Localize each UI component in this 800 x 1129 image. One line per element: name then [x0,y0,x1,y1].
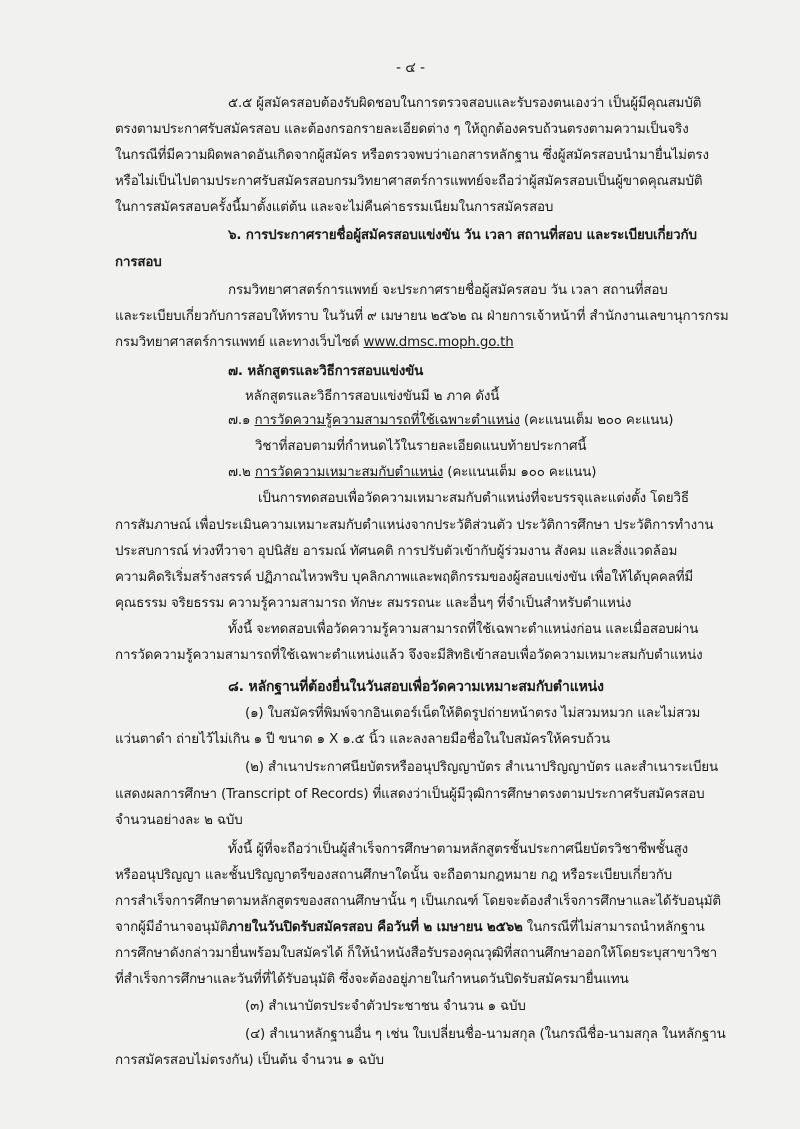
item-7-2-score: (คะแนนเต็ม ๑๐๐ คะแนน) [447,465,597,480]
item-8-2-line-3: จำนวนอย่างละ ๒ ฉบับ [115,813,243,828]
section-8-remark-line-2: หรืออนุปริญญา และชั้นปริญญาตรีของสถานศึกษาใดนั้น จะถือตามกฎหมาย กฎ หรือระเบียบเกี่ยวกับ [115,868,673,883]
item-7-2-detail-line-1: เป็นการทดสอบเพื่อวัดความเหมาะสมกับตำแหน่งที่จะบรรจุและแต่งตั้ง โดยวิธี [258,491,689,506]
paragraph-5-5-line-1: ๕.๕ ผู้สมัครสอบต้องรับผิดชอบในการตรวจสอบและรับรองตนเองว่า เป็นผู้มีคุณสมบัติ [228,96,702,111]
section-8-remark-line-4 [115,918,705,938]
page-number: - ๔ - [396,60,425,76]
section-6-line-3-text: กรมวิทยาศาสตร์การแพทย์ และทางเว็บไซต์ [115,335,364,350]
remark-line-4-end: ในกรณีที่ไม่สามารถนำหลักฐาน [522,920,705,935]
section-8-remark-line-1: ทั้งนี้ ผู้ที่จะถือว่าเป็นผู้สำเร็จการศึกษาตามหลักสูตรชั้นประกาศนียบัตรวิชาชีพชั้นสูง [228,842,689,857]
section-6-line-2: และระเบียบเกี่ยวกับการสอบให้ทราบ ในวันที่ ๙ เมษายน ๒๕๖๒ ณ ฝ่ายการเจ้าหน้าที่ สำนักงานเลขานุการกรม [115,309,729,324]
item-7-2-number: ๗.๒ [228,465,255,480]
section-6-line-1: กรมวิทยาศาสตร์การแพทย์ จะประกาศรายชื่อผู้สมัครสอบ วัน เวลา สถานที่สอบ [228,283,668,298]
item-7-1-score: (คะแนนเต็ม ๒๐๐ คะแนน) [523,413,674,428]
paragraph-5-5-line-4: หรือไม่เป็นไปตามประกาศรับสมัครสอบกรมวิทยาศาสตร์การแพทย์จะถือว่าผู้สมัครสอบเป็นผู้ขาดคุณสมบัติ [115,174,703,189]
item-8-2-line-2: แสดงผลการศึกษา (Transcript of Records) ที่แสดงว่าเป็นผู้มีวุฒิการศึกษาตรงตามประกาศรับสมัครสอบ [115,787,705,802]
item-8-4-line-2: การสมัครสอบไม่ตรงกัน) เป็นต้น จำนวน ๑ ฉบับ [115,1053,384,1068]
item-8-4-line-1: (๔) สำเนาหลักฐานอื่น ๆ เช่น ใบเปลี่ยนชื่อ-นามสกุล (ในกรณีชื่อ-นามสกุล ในหลักฐาน [245,1027,726,1042]
section-7-note-line-1: ทั้งนี้ จะทดสอบเพื่อวัดความรู้ความสามารถที่ใช้เฉพาะตำแหน่งก่อน และเมื่อสอบผ่าน [228,622,699,637]
item-7-1-number: ๗.๑ [228,413,255,428]
section-8-remark-line-3: การสำเร็จการศึกษาตามหลักสูตรของสถานศึกษานั้น ๆ เป็นเกณฑ์ โดยจะต้องสำเร็จการศึกษาและได้รับอนุมัติ [115,894,721,909]
item-7-1 [228,411,673,431]
website-link[interactable]: www.dmsc.moph.go.th [363,335,514,350]
paragraph-5-5-line-5: ในการสมัครสอบครั้งนี้มาตั้งแต่ต้น และจะไม่คืนค่าธรรมเนียมในการสมัครสอบ [115,200,554,215]
item-7-2-detail-line-3: ประสบการณ์ ท่วงทีวาจา อุปนิสัย อารมณ์ ทัศนคติ การปรับตัวเข้ากับผู้ร่วมงาน สังคม และสิ่งแวดล้อม [115,544,678,559]
item-7-2-detail-line-2: การสัมภาษณ์ เพื่อประเมินความเหมาะสมกับตำแหน่งจากประวัติส่วนตัว ประวัติการศึกษา ประวัติการทำงาน [115,518,714,533]
remark-authority-text: จากผู้มีอำนาจอนุมัติ [115,920,228,935]
section-7-intro: หลักสูตรและวิธีการสอบแข่งขันมี ๒ ภาค ดังนี้ [245,389,500,404]
item-7-2-detail-line-4: ความคิดริเริ่มสร้างสรรค์ ปฏิภาณไหวพริบ บุคลิกภาพและพฤติกรรมของผู้สอบแข่งขัน เพื่อให้ได้บุคคลที่มี [115,570,694,585]
item-7-1-detail: วิชาที่สอบตามที่กำหนดไว้ในรายละเอียดแนบท้ายประกาศนี้ [255,439,587,454]
section-8-remark-line-6: ที่สำเร็จการศึกษาและวันที่ที่ได้รับอนุมัติ ซึ่งจะต้องอยู่ภายในกำหนดวันปิดรับสมัครมายื่นแทน [115,972,629,987]
paragraph-5-5-line-2: ตรงตามประกาศรับสมัครสอบ และต้องกรอกรายละเอียดต่าง ๆ ให้ถูกต้องครบถ้วนตรงตามความเป็นจริง [115,122,689,137]
item-7-1-title: การวัดความรู้ความสามารถที่ใช้เฉพาะตำแหน่ง [254,413,520,428]
paragraph-5-5-line-3: ในกรณีที่มีความผิดพลาดอันเกิดจากผู้สมัคร หรือตรวจพบว่าเอกสารหลักฐาน ซึ่งผู้สมัครสอบนำมายื่นไม่ตรง [115,148,709,163]
item-7-2-detail-line-5: คุณธรรม จริยธรรม ความรู้ความสามารถ ทักษะ สมรรถนะ และอื่นๆ ที่จำเป็นสำหรับตำแหน่ง [115,596,632,611]
section-7-heading: ๗. หลักสูตรและวิธีการสอบแข่งขัน [228,364,424,379]
item-8-1-line-2: แว่นตาดำ ถ่ายไว้ไม่เกิน ๑ ปี ขนาด ๑ X ๑.๕ นิ้ว และลงลายมือชื่อในใบสมัครให้ครบถ้วน [115,732,611,747]
section-8-remark-line-5: การศึกษาดังกล่าวมายื่นพร้อมใบสมัครได้ ก็ให้นำหนังสือรับรองคุณวุฒิที่สถานศึกษาออกให้โดยระบุสาขาวิชา [115,946,717,961]
section-6-heading-cont: การสอบ [115,255,162,270]
item-8-3: (๓) สำเนาบัตรประจำตัวประชาชน จำนวน ๑ ฉบับ [245,999,526,1014]
section-6-heading: ๖. การประกาศรายชื่อผู้สมัครสอบแข่งขัน วัน เวลา สถานที่สอบ และระเบียบเกี่ยวกับ [228,228,697,243]
item-8-2-line-1: (๒) สำเนาประกาศนียบัตรหรืออนุปริญญาบัตร สำเนาปริญญาบัตร และสำเนาระเบียน [245,760,719,775]
section-7-note-line-2: การวัดความรู้ความสามารถที่ใช้เฉพาะตำแหน่งแล้ว จึงจะมีสิทธิเข้าสอบเพื่อวัดความเหมาะสมกับตำแหน่ง [115,648,703,663]
item-7-2-title: การวัดความเหมาะสมกับตำแหน่ง [254,465,444,480]
section-8-heading: ๘. หลักฐานที่ต้องยื่นในวันสอบเพื่อวัดความเหมาะสมกับตำแหน่ง [228,679,604,695]
section-6-line-3 [115,333,514,353]
item-7-2 [228,463,596,483]
deadline-text: ภายในวันปิดรับสมัครสอบ คือวันที่ ๒ เมษายน ๒๕๖๒ [228,920,523,935]
item-8-1-line-1: (๑) ใบสมัครที่พิมพ์จากอินเตอร์เน็ตให้ติดรูปถ่ายหน้าตรง ไม่สวมหมวก และไม่สวม [245,706,701,721]
